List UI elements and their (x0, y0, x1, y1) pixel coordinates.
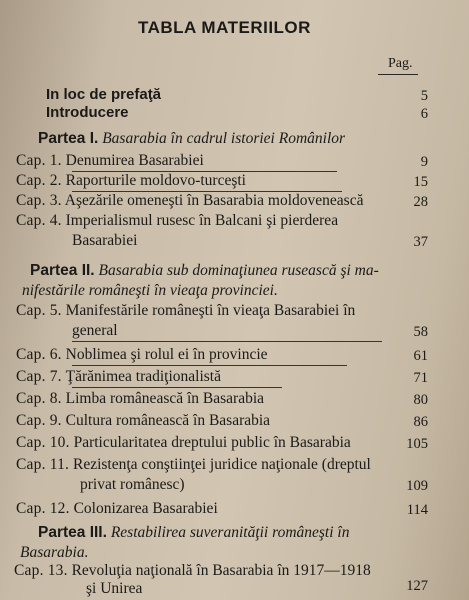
chapter-12-title: Colonizarea Basarabiei (73, 500, 218, 517)
chapter-3-label: Cap. 3. (16, 192, 62, 209)
chapter-7-label: Cap. 7. (16, 368, 62, 385)
chapter-11-page: 109 (406, 478, 428, 494)
front-matter-introducere: Introducere (46, 104, 129, 121)
chapter-7-underline (72, 387, 282, 388)
chapter-6-title: Noblimea şi rolul ei în provincie (65, 346, 268, 363)
part-1-label: Partea I. (38, 130, 99, 147)
chapter-1-page: 9 (420, 154, 428, 170)
chapter-2-page: 15 (413, 174, 428, 190)
chapter-12-label: Cap. 12. (16, 500, 70, 517)
chapter-11 (16, 456, 371, 474)
chapter-4 (16, 212, 338, 230)
chapter-11-title: Rezistenţa conştiinţei juridice naţionale (dreptul (73, 456, 371, 473)
chapter-6 (16, 346, 268, 364)
part-1-title: Basarabia în cadrul istoriei Românilor (102, 130, 346, 147)
chapter-6-underline (72, 365, 347, 366)
chapter-4-title-line-2: Basarabiei (72, 232, 138, 249)
chapter-4-page: 37 (413, 234, 428, 250)
chapter-13-page: 127 (406, 578, 428, 594)
chapter-5-label: Cap. 5. (16, 302, 62, 319)
chapter-9-title: Cultura românească în Basarabia (65, 412, 271, 429)
front-matter-introducere-page: 6 (420, 106, 428, 122)
chapter-9-label: Cap. 9. (16, 412, 62, 429)
chapter-5-underline (72, 341, 382, 342)
chapter-13-title-line-2: şi Unirea (86, 580, 143, 597)
part-3-title-line-2: Basarabia. (20, 544, 89, 561)
page-column-rule (378, 74, 418, 75)
chapter-5-title: Manifestările româneşti în vieaţa Basarabiei în (65, 302, 356, 319)
chapter-2-label: Cap. 2. (16, 172, 62, 189)
part-2-heading (30, 262, 379, 280)
chapter-10-page: 105 (406, 436, 428, 452)
chapter-13 (14, 562, 371, 580)
chapter-13-label: Cap. 13. (14, 562, 68, 579)
chapter-6-label: Cap. 6. (16, 346, 62, 363)
chapter-7-title: Ţărănimea tradiţionalistă (65, 368, 221, 385)
part-2-title-line-2: nifestările româneşti în vieaţa provinciei. (22, 282, 278, 299)
front-matter-prefata-page: 5 (420, 88, 428, 104)
part-3-label: Partea III. (38, 524, 107, 541)
page-column-label: Pag. (388, 56, 413, 71)
chapter-7-page: 71 (413, 370, 428, 386)
chapter-3 (16, 192, 363, 210)
chapter-4-label: Cap. 4. (16, 212, 62, 229)
chapter-5 (16, 302, 355, 320)
page-title: TABLA MATERIILOR (138, 18, 311, 37)
chapter-3-title: Aşezările omeneşti în Basarabia moldovenească (64, 192, 364, 209)
chapter-9-page: 86 (413, 414, 428, 430)
chapter-10-label: Cap. 10. (16, 434, 70, 451)
chapter-8-label: Cap. 8. (16, 390, 62, 407)
chapter-1-label: Cap. 1. (16, 152, 62, 169)
chapter-5-title-line-2: general (72, 322, 118, 339)
chapter-8-title: Limba românească în Basarabia (65, 390, 265, 407)
chapter-2 (16, 172, 246, 190)
chapter-11-title-line-2: privat românesc) (80, 476, 185, 493)
part-2-label: Partea II. (30, 262, 95, 279)
part-2-title: Basarabia sub dominaţiunea rusească şi ma- (98, 262, 379, 279)
part-3-title: Restabilirea suveranităţii româneşti în (110, 524, 350, 541)
chapter-1 (16, 152, 204, 170)
chapter-10 (16, 434, 351, 452)
chapter-11-label: Cap. 11. (16, 456, 70, 473)
chapter-7 (16, 368, 221, 386)
part-1-heading (38, 130, 345, 148)
chapter-10-title: Particularitatea dreptului public în Basarabia (73, 434, 351, 451)
front-matter-prefata: In loc de prefaţă (46, 86, 162, 103)
chapter-8-page: 80 (413, 392, 428, 408)
chapter-5-page: 58 (413, 324, 428, 340)
chapter-13-title: Revoluţia naţională în Basarabia în 1917—1918 (71, 562, 371, 579)
chapter-12 (16, 500, 218, 518)
chapter-4-title: Imperialismul rusesc în Balcani şi pierderea (65, 212, 339, 229)
chapter-12-page: 114 (406, 502, 428, 518)
part-3-heading (38, 524, 349, 542)
chapter-6-page: 61 (413, 348, 428, 364)
chapter-9 (16, 412, 270, 430)
chapter-3-page: 28 (413, 194, 428, 210)
chapter-8 (16, 390, 264, 408)
chapter-2-title: Raporturile moldovo-turceşti (65, 172, 246, 189)
chapter-1-title: Denumirea Basarabiei (65, 152, 204, 169)
